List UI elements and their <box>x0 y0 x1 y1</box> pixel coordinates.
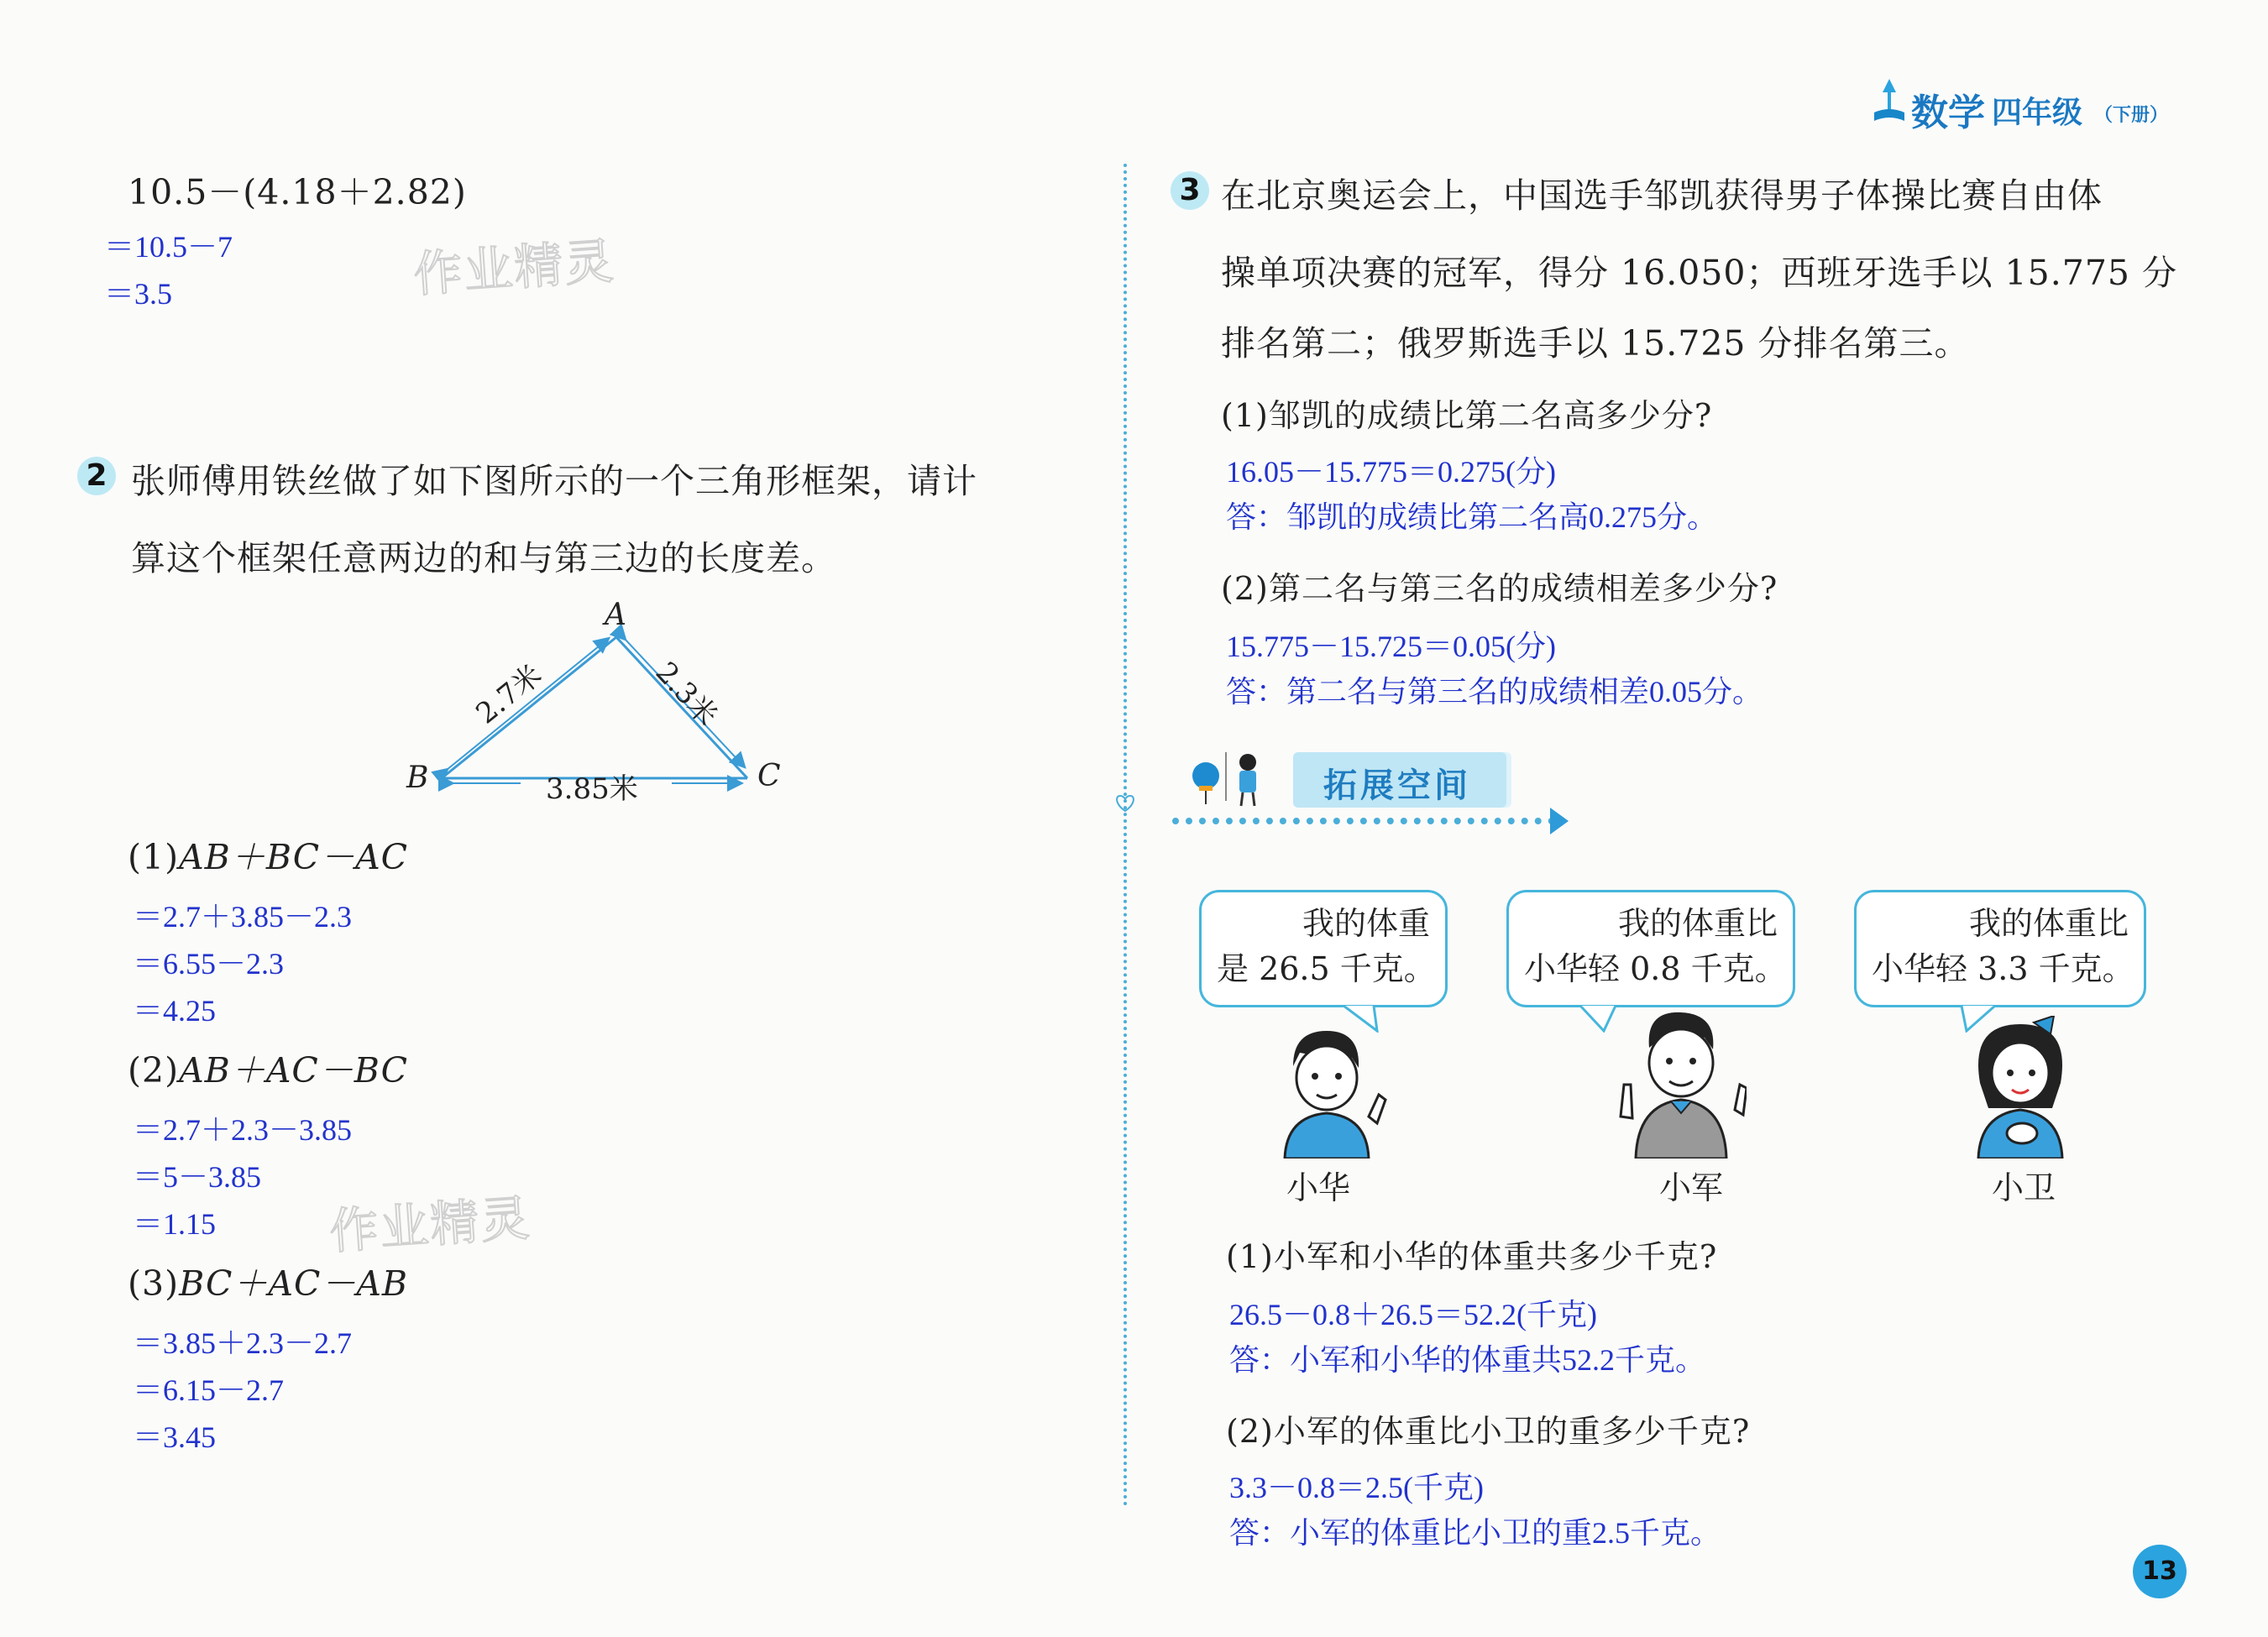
q1-expression: 10.5－(4.18＋2.82) <box>128 172 467 212</box>
part-label: (3) <box>128 1263 180 1304</box>
boy-xiaojun-icon <box>1612 1007 1747 1158</box>
header-grade: 四年级 <box>1992 96 2083 130</box>
page-number-badge: 13 <box>2133 1545 2187 1598</box>
q3-text-line3: 排名第二；俄罗斯选手以 15.725 分排名第三。 <box>1221 323 1970 363</box>
side-bc-label: 3.85米 <box>546 772 638 806</box>
bubble-line: 小华轻 3.3 千克。 <box>1872 950 2134 987</box>
q3-sub2-calc: 15.775－15.725＝0.05(分) <box>1226 630 1556 663</box>
vertex-a-label: A <box>605 598 626 632</box>
kid-name-xiaohua: 小华 <box>1286 1169 1351 1206</box>
part-expression: BC＋AC－AB <box>179 1263 409 1304</box>
part-expression: AB＋AC－BC <box>179 1050 409 1090</box>
watermark: 作业精灵 <box>411 232 617 304</box>
q4-sub1-calc: 26.5－0.8＋26.5＝52.2(千克) <box>1229 1298 1597 1331</box>
vertex-b-label: B <box>406 761 429 795</box>
q3-text-line2: 操单项决赛的冠军，得分 16.050；西班牙选手以 15.775 分 <box>1221 253 2178 293</box>
header-volume: （下册） <box>2094 105 2169 126</box>
q3-sub2-answer: 答：第二名与第三名的成绩相差0.05分。 <box>1226 675 1763 709</box>
q3-sub1-calc: 16.05－15.775＝0.275(分) <box>1226 455 1556 489</box>
part-step: ＝6.55－2.3 <box>133 947 285 981</box>
bubble-line: 小华轻 0.8 千克。 <box>1524 950 1787 987</box>
q3-sub1-answer: 答：邹凯的成绩比第二名高0.275分。 <box>1226 500 1718 534</box>
heart-icon <box>1112 791 1139 814</box>
kid-name-xiaojun: 小军 <box>1659 1169 1724 1206</box>
bubble-line: 我的体重比 <box>1617 905 1778 942</box>
q4-sub2-question: (2)小军的体重比小卫的重多少千克? <box>1226 1413 1751 1450</box>
arrow-right-icon <box>1550 808 1570 834</box>
part-step: ＝1.15 <box>133 1207 217 1241</box>
bubble-line: 是 26.5 千克。 <box>1217 950 1436 987</box>
bubble-line: 我的体重比 <box>1968 905 2129 942</box>
side-ab-line <box>442 637 616 778</box>
q2-text-line1: 张师傅用铁丝做了如下图所示的一个三角形框架，请计 <box>131 461 977 501</box>
part-step: ＝2.7＋2.3－3.85 <box>133 1113 353 1147</box>
side-ab-label: 2.7米 <box>469 657 549 731</box>
part-step: ＝5－3.85 <box>133 1160 262 1194</box>
q3-sub2-question: (2)第二名与第三名的成绩相差多少分? <box>1221 570 1778 607</box>
question-number-badge: 2 <box>77 457 116 495</box>
part-step: ＝3.85＋2.3－2.7 <box>133 1326 353 1360</box>
part-step: ＝2.7＋3.85－2.3 <box>133 900 353 934</box>
lantern-girl-icon <box>1187 749 1280 809</box>
watermark: 作业精灵 <box>327 1189 533 1261</box>
bubble-line: 我的体重 <box>1302 905 1430 942</box>
q1-step: ＝3.5 <box>104 277 173 311</box>
q4-sub2-calc: 3.3－0.8＝2.5(千克) <box>1229 1471 1484 1504</box>
question-number-badge: 3 <box>1171 171 1209 210</box>
vertex-c-label: C <box>757 759 781 793</box>
girl-xiaowei-icon <box>1962 1016 2079 1158</box>
speech-bubble-xiaohua <box>1199 890 1448 1007</box>
section-rule <box>1172 818 1555 824</box>
part-label: (2) <box>128 1050 180 1090</box>
section-title: 拓展空间 <box>1323 766 1471 805</box>
speech-bubble-xiaojun <box>1506 890 1795 1007</box>
header-subject: 数学 <box>1911 92 1985 134</box>
q3-text-line1: 在北京奥运会上，中国选手邹凯获得男子体操比赛自由体 <box>1221 175 2103 216</box>
q2-text-line2: 算这个框架任意两边的和与第三边的长度差。 <box>131 538 836 578</box>
part-step: ＝4.25 <box>133 994 217 1028</box>
kid-name-xiaowei: 小卫 <box>1992 1169 2056 1206</box>
part-label: (1) <box>128 837 180 877</box>
boy-xiaohua-icon <box>1268 1024 1394 1158</box>
q4-sub1-answer: 答：小军和小华的体重共52.2千克。 <box>1229 1343 1706 1377</box>
column-divider <box>1124 164 1127 1507</box>
q4-sub1-question: (1)小军和小华的体重共多少千克? <box>1226 1238 1718 1275</box>
speech-bubble-xiaowei <box>1854 890 2146 1007</box>
part-step: ＝6.15－2.7 <box>133 1373 285 1407</box>
part-step: ＝3.45 <box>133 1420 217 1454</box>
book-logo-icon <box>1871 76 1908 126</box>
q3-sub1-question: (1)邹凯的成绩比第二名高多少分? <box>1221 397 1713 434</box>
side-ac-label: 2.3米 <box>648 656 725 733</box>
q1-step: ＝10.5－7 <box>104 230 233 264</box>
q4-sub2-answer: 答：小军的体重比小卫的重2.5千克。 <box>1229 1516 1721 1550</box>
part-expression: AB＋BC－AC <box>179 837 409 877</box>
